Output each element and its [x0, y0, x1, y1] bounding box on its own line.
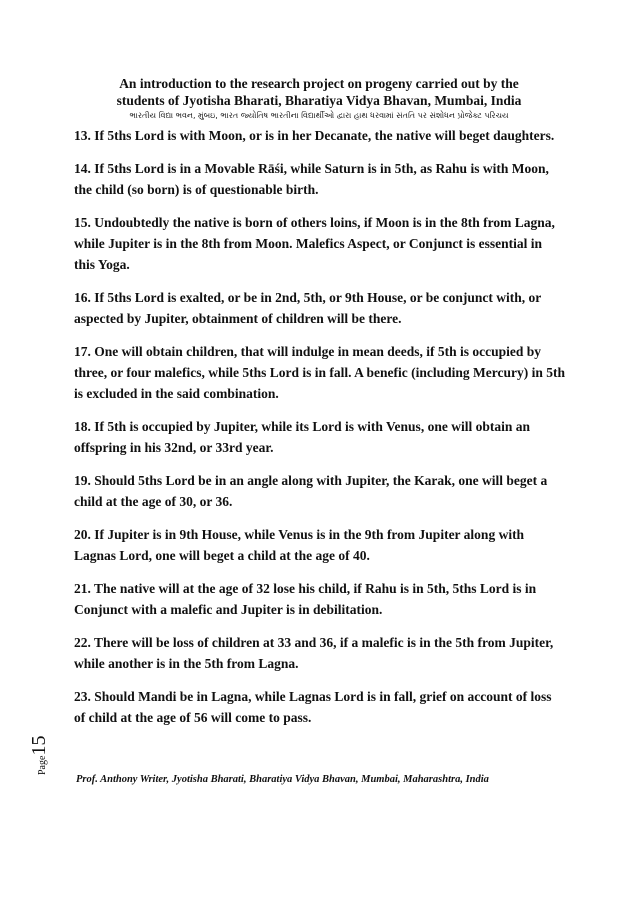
page-number-label: Page [37, 755, 48, 775]
rule-19: 19. Should 5ths Lord be in an angle along with Jupiter, the Karak, one will beget a child at the age of 30, or 36. [74, 473, 548, 509]
rule-17: 17. One will obtain children, that will indulge in mean deeds, if 5th is occupied by three, or four malefics, while 5ths Lord is in fall. A benefic (including Mercury) in 5th is excluded in the said combination. [74, 344, 565, 401]
rule-16: 16. If 5ths Lord is exalted, or be in 2nd, 5th, or 9th House, or be conjunct with, or aspected by Jupiter, obtainment of children will be there. [74, 290, 542, 326]
rule-21: 21. The native will at the age of 32 lose his child, if Rahu is in 5th, 5ths Lord is in Conjunct with a malefic and Jupiter is in debilitation. [74, 581, 537, 617]
rule-15: 15. Undoubtedly the native is born of others loins, if Moon is in the 8th from Lagna, while Jupiter is in the 8th from Moon. Malefics Aspect, or Conjunct is essential in this Yoga. [74, 215, 555, 272]
rules-list [74, 125, 566, 740]
rule-14: 14. If 5ths Lord is in a Movable Rāśi, while Saturn is in 5th, as Rahu is with Moon, the child (so born) is of questionable birth. [74, 161, 549, 197]
page-footer: Prof. Anthony Writer, Jyotisha Bharati, Bharatiya Vidya Bhavan, Mumbai, Maharashtra, India [76, 774, 489, 785]
header-title-line-1: An introduction to the research project on progeny carried out by the [119, 76, 519, 91]
rule-20: 20. If Jupiter is in 9th House, while Venus is in the 9th from Jupiter along with Lagnas Lord, one will beget a child at the age of 40. [74, 527, 525, 563]
rule-13: 13. If 5ths Lord is with Moon, or is in her Decanate, the native will beget daughters. [74, 128, 555, 143]
rule-23: 23. Should Mandi be in Lagna, while Lagnas Lord is in fall, grief on account of loss of child at the age of 56 will come to pass. [74, 689, 552, 725]
rule-18: 18. If 5th is occupied by Jupiter, while its Lord is with Venus, one will obtain an offspring in his 32nd, or 33rd year. [74, 419, 530, 455]
rule-22: 22. There will be loss of children at 33 and 36, if a malefic is in the 5th from Jupiter, while another is in the 5th from Lagna. [74, 635, 554, 671]
header-title-line-2: students of Jyotisha Bharati, Bharatiya Vidya Bhavan, Mumbai, India [116, 93, 522, 108]
header-gujarati-subtitle: ભારતીય વિદ્યા ભવન, મુંબઇ, ભારત જ્યોતિષ ભારતીના વિદ્યાર્થીઓ દ્વારા હાથ ધરવામાં સંતતિ પર સંશોધન પ્રોજેક્ટ પરિચય [129, 111, 509, 120]
page-number [28, 736, 51, 775]
page-number-value: 15 [28, 735, 50, 756]
page-header [74, 75, 564, 122]
